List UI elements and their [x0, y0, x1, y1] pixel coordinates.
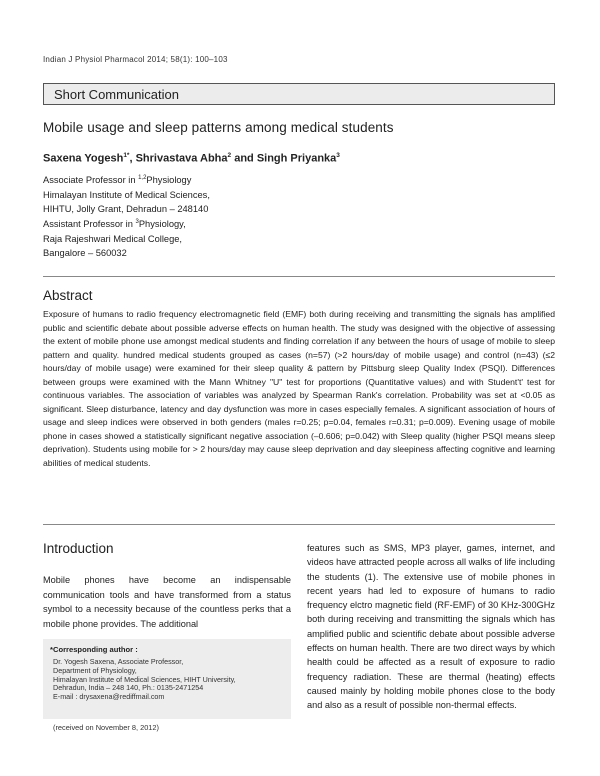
- received-date: (received on November 8, 2012): [53, 723, 159, 732]
- author-list: [43, 152, 340, 165]
- paper-title: Mobile usage and sleep patterns among medical students: [43, 120, 394, 135]
- affiliation-2: [43, 215, 186, 261]
- section-label: Short Communication: [54, 87, 179, 102]
- section-header-box: [43, 83, 555, 105]
- introduction-body-continued: features such as SMS, MP3 player, games, internet, and videos have attracted people across all walks of life including the students (1). The extensive use of mobile phones in recent years had led to exposure of humans to radio frequency elctro magnetic field (RF-EMF) of 30 KHz-300GHz both during receiving and transmitting the signals which has amplified public and scientific debate about possible adverse effects on human health. There are two direct ways by which health could be affected as a result of exposure to radio frequency radiation. These are thermal (heating) effects caused mainly by holding mobile phones close to the body and also as a result of possible non-thermal effects.: [307, 543, 555, 711]
- author-separator: ,: [129, 152, 136, 165]
- divider: [43, 276, 555, 277]
- corresponding-author-heading: *Corresponding author :: [50, 645, 138, 654]
- author-name: Saxena Yogesh: [43, 152, 124, 165]
- affiliation-text: Assistant Professor in: [43, 219, 136, 230]
- affiliation-text: Associate Professor in: [43, 175, 139, 186]
- affiliation-text: Physiology,: [138, 219, 186, 230]
- introduction-body: Mobile phones have become an indispensable communication tools and have transformed from a status symbol to a necessity because of the countless perks that a mobile phone provides. The additional: [43, 575, 291, 629]
- corresponding-author-details: [53, 658, 289, 702]
- abstract-heading: Abstract: [43, 288, 93, 303]
- affiliation-line: [43, 171, 210, 188]
- affiliation-line: Bangalore – 560032: [43, 248, 127, 259]
- contact-line: Department of Physiology,: [53, 665, 137, 675]
- affiliation-line: HIHTU, Jolly Grant, Dehradun – 248140: [43, 204, 209, 215]
- affiliation-line: Himalayan Institute of Medical Sciences,: [43, 189, 210, 200]
- abstract-body: Exposure of humans to radio frequency electromagnetic field (EMF) both during receiving and transmitting the signals has amplified public and scientific debate about possible adverse effects on human health. The study was designed with the objective of assessing the extent of mobile phone use amongst medical students and finding correlation if any between the hours of usage of mobile to sleep pattern and quality. hundred medical students grouped as cases (n=57) (>2 hours/day of mobile usage) and control (n=43) (≤2 hours/day of mobile usage) were examined for their sleep quality & pattern by Pittsburg sleep Quality Index (PSQI). Differences between groups were examined with the Mann Whitney "U" test for proportions (Quantitative values) and with Student't' test for continuous variables. The association of variables was analyzed by Spearman Rank's correlation. Probability was set at <0.05 as significant. Sleep disturbance, latency and day dysfunction was more in cases especially females. A significant association of hours of usage and sleep indices were observed in both genders (males r=0.25; p=0.04, females r=0.31; p=0.009). Evening usage of mobile phone in cases showed a statistically significant negative association (–0.606; p=0.042) with Sleep quality (higher PSQI means sleep deprivation). Students using mobile for > 2 hours/day may cause sleep deprivation and day sleepiness affecting cognitive and learning abilities of medical students.: [43, 309, 555, 468]
- affiliation-1: [43, 171, 210, 217]
- author-marker: 1*: [123, 152, 130, 159]
- author-marker: 2: [227, 152, 232, 159]
- divider: [43, 524, 555, 525]
- author-separator: and: [231, 152, 257, 165]
- journal-citation: Indian J Physiol Pharmacol 2014; 58(1): 100–103: [43, 55, 228, 64]
- contact-line: Dr. Yogesh Saxena, Associate Professor,: [53, 657, 184, 666]
- corresponding-author-box: [43, 639, 291, 719]
- contact-line: Dehradun, India – 248 140, Ph.: 0135-2471254: [53, 683, 204, 693]
- contact-line: Himalayan Institute of Medical Sciences, HIHT University,: [53, 674, 236, 684]
- affiliation-line: [43, 215, 186, 232]
- author-name: Shrivastava Abha: [135, 152, 228, 165]
- affiliation-line: Raja Rajeshwari Medical College,: [43, 233, 182, 244]
- affiliation-marker: 1,2: [138, 175, 147, 181]
- author-name: Singh Priyanka: [256, 152, 337, 165]
- contact-email: E-mail : drysaxena@rediffmail.com: [53, 692, 165, 702]
- affiliation-text: Physiology: [146, 175, 192, 186]
- author-marker: 3: [336, 152, 340, 159]
- introduction-heading: Introduction: [43, 541, 114, 556]
- affiliation-marker: 3: [135, 219, 139, 225]
